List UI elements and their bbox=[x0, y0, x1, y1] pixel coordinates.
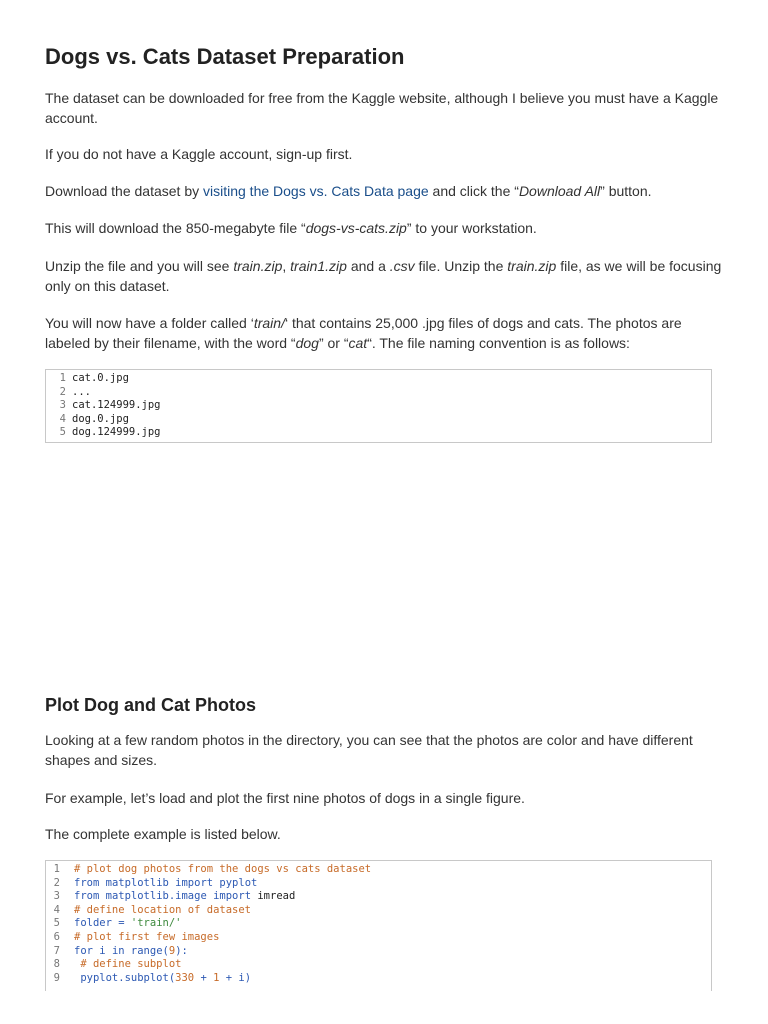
code-line: 4 dog.0.jpg bbox=[59, 412, 129, 425]
code-line: 5 dog.124999.jpg bbox=[59, 426, 161, 439]
paragraph-download-info: The dataset can be downloaded for free from the Kaggle website, although I believe you must have a Kaggle account. bbox=[45, 90, 719, 126]
paragraph-unzip: Unzip the file and you will see train.zip, train1.zip and a .csv file. Unzip the train.zip file, as we will be focusing only on this dataset. bbox=[45, 258, 722, 294]
code-token: range( bbox=[124, 944, 169, 957]
code-line bbox=[46, 863, 711, 877]
code-token: 9 bbox=[168, 944, 176, 957]
paragraph-download-link: Download the dataset by visiting the Dogs vs. Cats Data page and click the “Download All” button. bbox=[45, 183, 652, 199]
code-token: matplotlib bbox=[99, 876, 176, 889]
code-line: 2 ... bbox=[59, 385, 91, 398]
code-token: 330 bbox=[175, 971, 195, 984]
code-line bbox=[46, 877, 711, 891]
dogs-vs-cats-data-link[interactable]: visiting the Dogs vs. Cats Data page bbox=[203, 183, 429, 199]
code-token: + i) bbox=[219, 971, 252, 984]
paragraph-complete-example: The complete example is listed below. bbox=[45, 826, 281, 842]
code-line bbox=[46, 890, 711, 904]
section-title-plot: Plot Dog and Cat Photos bbox=[45, 695, 256, 715]
line-number: 5 bbox=[53, 917, 60, 930]
code-token: # plot first few images bbox=[74, 930, 220, 943]
code-token: # plot dog photos from the dogs vs cats dataset bbox=[74, 863, 372, 875]
line-number: 8 bbox=[53, 958, 60, 971]
code-token: i bbox=[92, 944, 112, 957]
code-line: 1 cat.0.jpg bbox=[59, 372, 129, 384]
code-block-plot[interactable] bbox=[45, 860, 712, 991]
code-token: matplotlib.image bbox=[99, 890, 214, 903]
code-line bbox=[46, 917, 711, 931]
code-block-filenames[interactable] bbox=[45, 369, 712, 443]
code-token: folder = bbox=[74, 917, 131, 930]
code-line: 3 cat.124999.jpg bbox=[59, 399, 161, 412]
code-line bbox=[46, 972, 711, 986]
code-token: import bbox=[213, 890, 252, 903]
code-line bbox=[46, 931, 711, 945]
code-token: 'train/' bbox=[130, 917, 182, 930]
code-line bbox=[46, 945, 711, 959]
code-line bbox=[46, 904, 711, 918]
code-token: in bbox=[111, 944, 125, 957]
code-token: pyplot.subplot( bbox=[74, 971, 176, 984]
code-token: # define location of dataset bbox=[74, 903, 252, 916]
paragraph-signup: If you do not have a Kaggle account, sign-up first. bbox=[45, 146, 353, 162]
code-token: for bbox=[74, 944, 93, 957]
paragraph-example: For example, let’s load and plot the first nine photos of dogs in a single figure. bbox=[45, 790, 525, 806]
code-token: from bbox=[74, 890, 100, 903]
code-line bbox=[46, 958, 711, 972]
line-number: 1 bbox=[53, 863, 60, 875]
code-token: + bbox=[194, 971, 214, 984]
line-number: 2 bbox=[53, 876, 60, 889]
page-title: Dogs vs. Cats Dataset Preparation bbox=[45, 44, 405, 69]
code-token: 1 bbox=[213, 971, 220, 984]
code-token: imread bbox=[251, 890, 296, 903]
line-number: 3 bbox=[53, 890, 60, 903]
code-token: ): bbox=[175, 944, 188, 957]
code-token: from bbox=[74, 876, 100, 889]
paragraph-random-photos: Looking at a few random photos in the directory, you can see that the photos are color and have different shapes and sizes. bbox=[45, 732, 693, 768]
code-token: import bbox=[175, 876, 214, 889]
code-token: # define subplot bbox=[74, 958, 182, 971]
line-number: 4 bbox=[53, 903, 60, 916]
code-token: pyplot bbox=[213, 876, 258, 889]
line-number: 6 bbox=[53, 930, 60, 943]
line-number: 9 bbox=[53, 971, 60, 984]
paragraph-folder: You will now have a folder called ‘train/‘ that contains 25,000 .jpg files of dogs and cats. The photos are labeled by their filename, with the word “dog” or “cat“. The file naming convention is as follows: bbox=[45, 315, 682, 351]
paragraph-file-size: This will download the 850-megabyte file “dogs-vs-cats.zip” to your workstation. bbox=[45, 220, 537, 236]
line-number: 7 bbox=[53, 944, 60, 957]
